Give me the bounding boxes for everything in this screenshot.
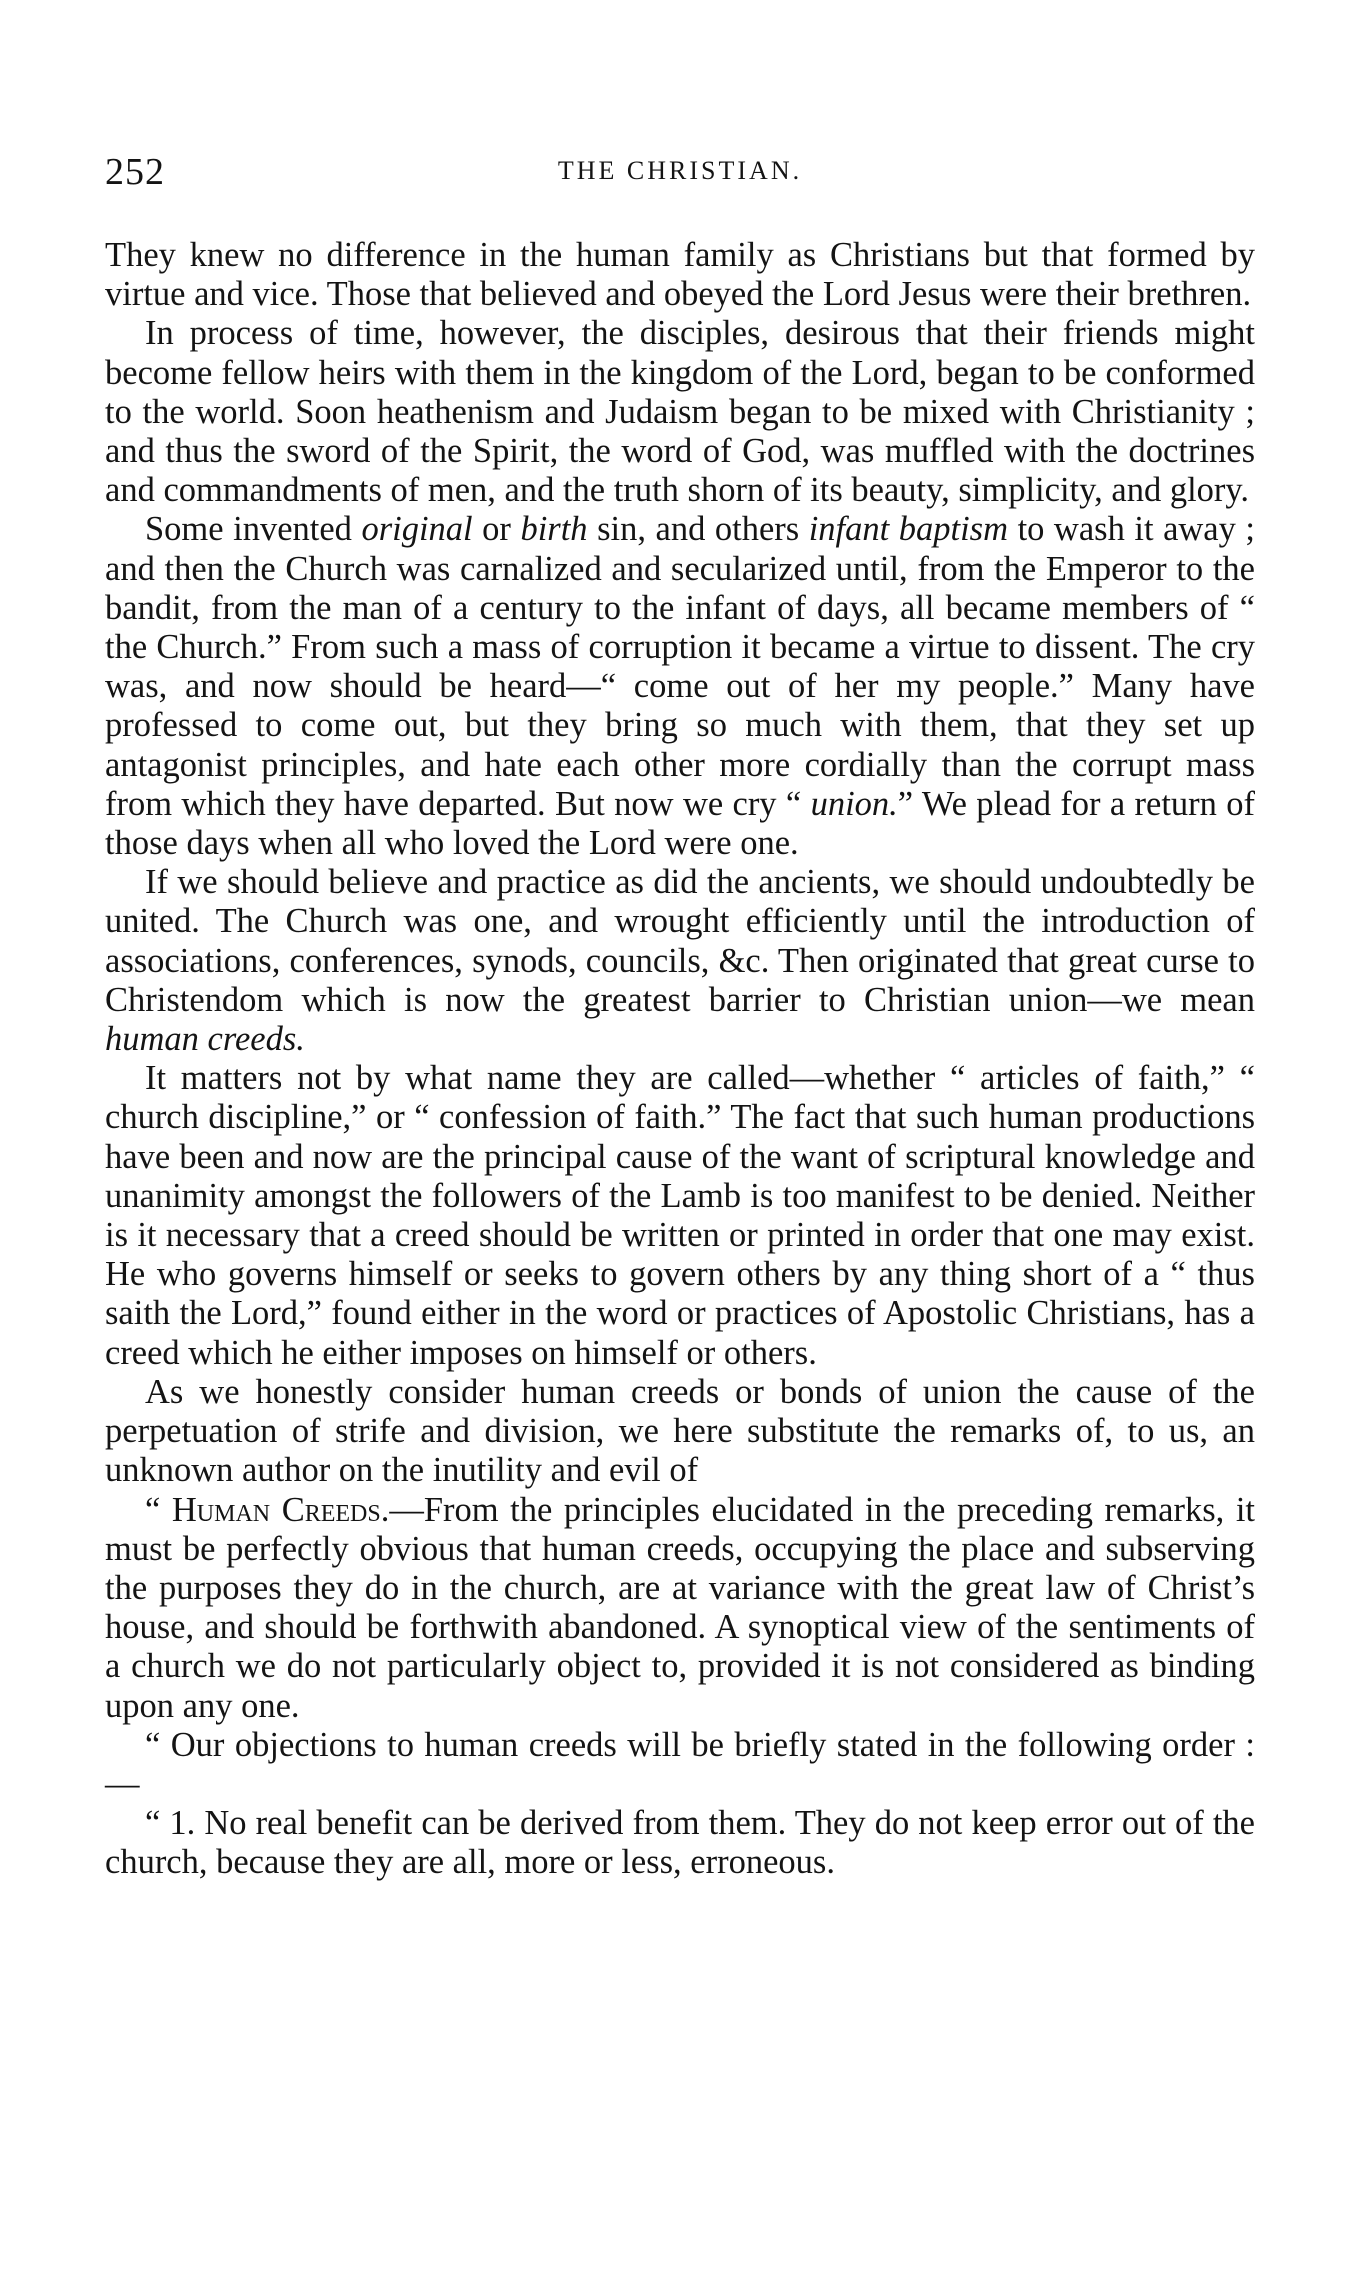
paragraph-8: “ Our objections to human creeds will be briefly stated in the following order :— — [105, 1725, 1255, 1803]
page-body — [105, 236, 1255, 1883]
italic-human-creeds: human creeds. — [105, 1020, 305, 1059]
italic-birth: birth — [520, 510, 588, 549]
paragraph-7 — [105, 1491, 1255, 1726]
italic-union: union. — [810, 784, 898, 823]
page-header — [105, 150, 1255, 200]
text-run: sin, and others — [587, 510, 809, 549]
paragraph-4 — [105, 863, 1255, 1059]
text-run: ” We plead for a return of those days when all who loved the Lord were one. — [105, 784, 1255, 863]
paragraph-2: In process of time, however, the disciples, desirous that their friends might become fellow heirs with them in the kingdom of the Lord, began to be conformed to the world. Soon heathenism and Judaism began to be mixed with Christianity ; and thus the sword of the Spirit, the word of God, was muffled with the doctrines and commandments of men, and the truth shorn of its beauty, simplicity, and glory. — [105, 314, 1255, 510]
paragraph-5: It matters not by what name they are called—whether “ articles of faith,” “ church discipline,” or “ confession of faith.” The fact that such human productions have been and now are the principal cause of the want of scriptural knowledge and unanimity amongst the followers of the Lamb is too manifest to be denied. Neither is it necessary that a creed should be written or printed in order that one may exist. He who governs himself or seeks to govern others by any thing short of a “ thus saith the Lord,” found either in the word or practices of Apostolic Christians, has a creed which he either imposes on himself or others. — [105, 1059, 1255, 1372]
italic-infant-baptism: infant baptism — [808, 510, 1009, 549]
text-run: Some invented — [145, 510, 362, 549]
paragraph-1: They knew no difference in the human family as Christians but that formed by virtue and vice. Those that believed and obeyed the Lord Jesus were their brethren. — [105, 236, 1255, 314]
text-run: or — [472, 510, 521, 549]
text-run: “ — [145, 1490, 172, 1529]
text-run: If we should believe and practice as did the ancients, we should undoubtedly be united. The Church was one, and wrought efficiently until the introduction of associations, conferences, synods, councils, &c. Then originated that great curse to Christendom which is now the greatest barrier to Christian union—we mean — [105, 863, 1255, 1019]
paragraph-3 — [105, 510, 1255, 863]
page-number: 252 — [105, 151, 165, 193]
text-run: to wash it away ; and then the Church was carnalized and secularized until, from the Emperor to the bandit, from the man of a century to the infant of days, all became members of “ the Church.” From such a mass of corruption it became a virtue to dissent. The cry was, and now should be heard—“ come out of her my people.” Many have professed to come out, but they bring so much with them, that they set up antagonist principles, and hate each other more cordially than the corrupt mass from which they have departed. But now we cry “ — [105, 510, 1255, 823]
section-heading-human-creeds: Human Creeds. — [171, 1490, 390, 1529]
paragraph-9: “ 1. No real benefit can be derived from them. They do not keep error out of the church, because they are all, more or less, erroneous. — [105, 1804, 1255, 1882]
paragraph-6: As we honestly consider human creeds or bonds of union the cause of the perpetuation of strife and division, we here substitute the remarks of, to us, an unknown author on the inutility and evil of — [105, 1372, 1255, 1490]
running-title: THE CHRISTIAN. — [557, 156, 803, 185]
text-run: —From the principles elucidated in the preceding remarks, it must be perfectly obvious that human creeds, occupying the place and subserving the purposes they do in the church, are at variance with the great law of Christ’s house, and should be forthwith abandoned. A synoptical view of the sentiments of a church we do not particularly object to, provided it is not considered as binding upon any one. — [105, 1490, 1255, 1725]
italic-original: original — [361, 510, 473, 549]
